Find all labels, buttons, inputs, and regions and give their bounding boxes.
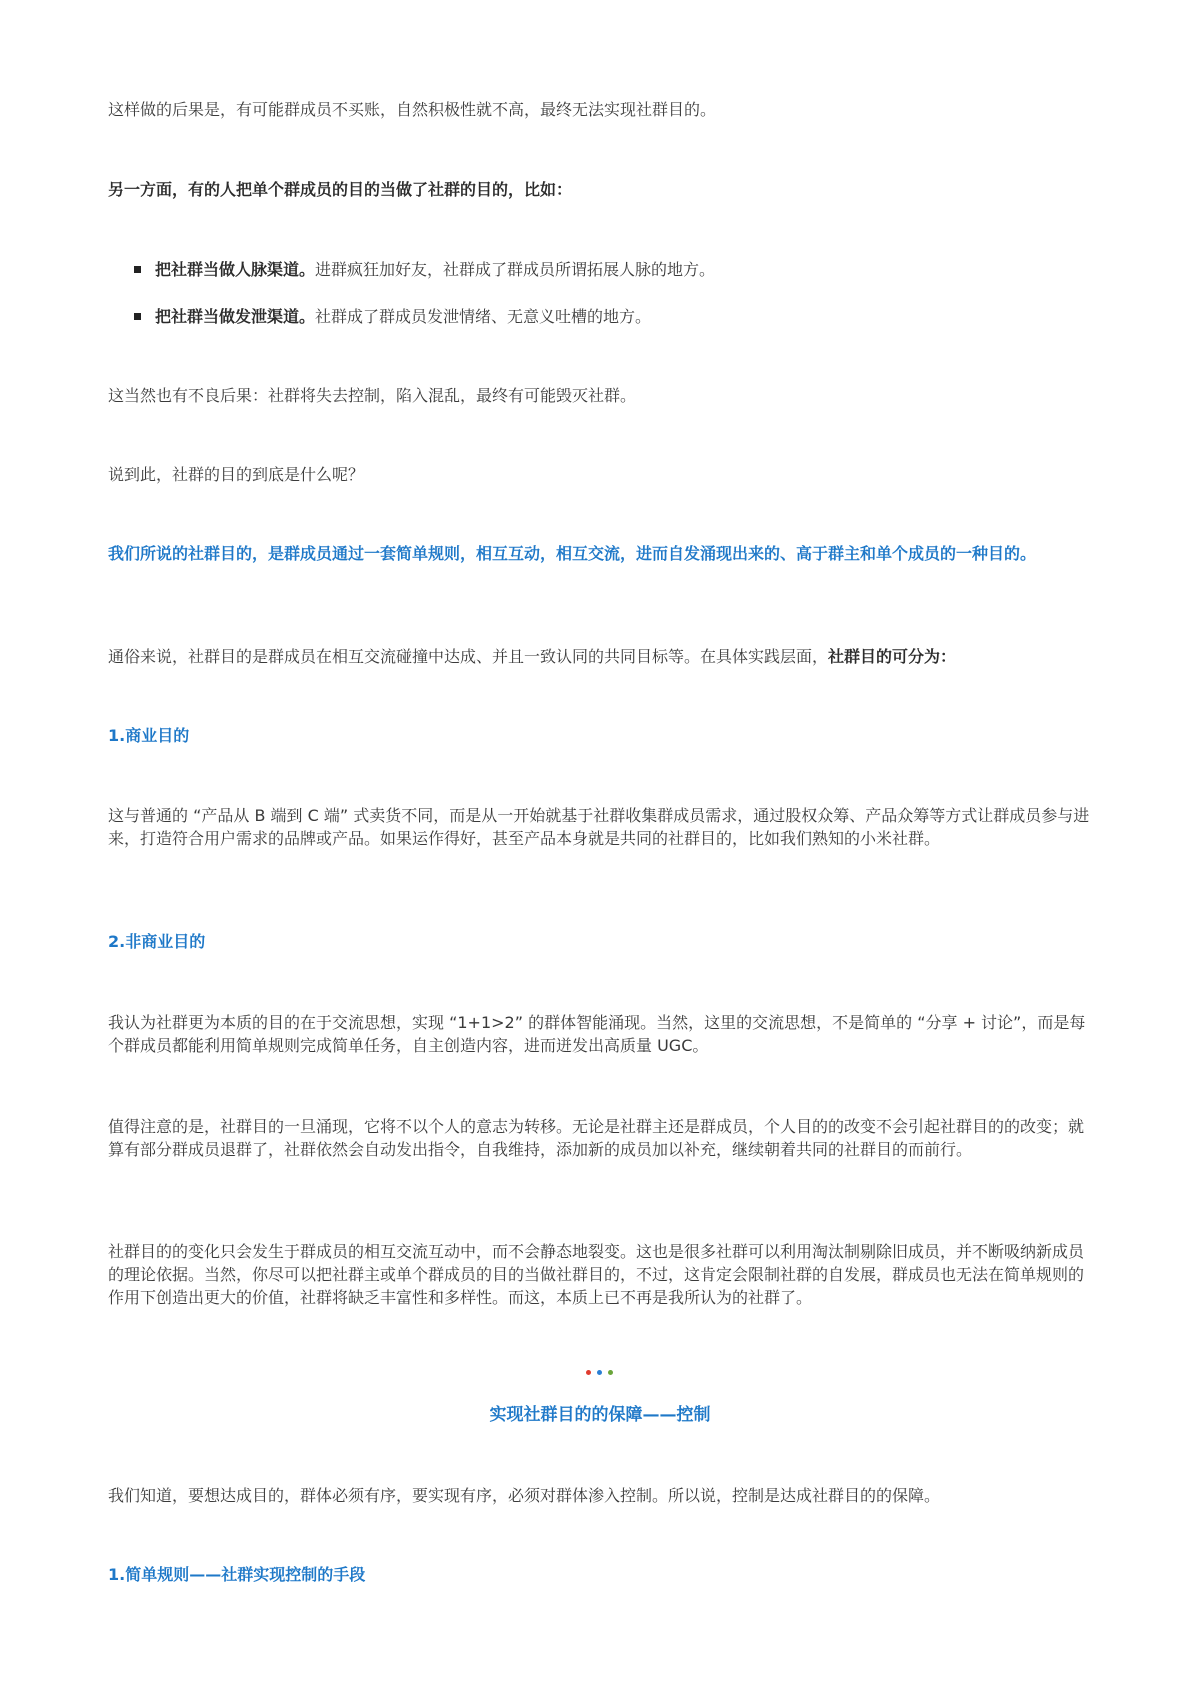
paragraph-consequence: 这样做的后果是，有可能群成员不买账，自然积极性就不高，最终无法实现社群目的。 xyxy=(108,100,717,119)
paragraph-definition: 我们所说的社群目的，是群成员通过一套简单规则，相互互动，相互交流，进而自发涌现出来的、高于群主和单个成员的一种目的。 xyxy=(108,544,1037,563)
list-item-bold: 把社群当做发泄渠道。 xyxy=(155,307,316,326)
heading-commercial: 1.商业目的 xyxy=(108,726,190,745)
list-item-bold: 把社群当做人脉渠道。 xyxy=(155,260,316,279)
paragraph-change: 社群目的的变化只会发生于群成员的相互交流互动中，而不会静态地裂变。这也是很多社群可以利用淘汰制剔除旧成员，并不断吸纳新成员的理论依据。当然，你尽可以把社群主或单个群成员的目的当做社群目的，不过，这肯定会限制社群的自发展，群成员也无法在简单规则的作用下创造出更大的价值，社群将缺乏丰富性和多样性。而这，本质上已不再是我所认为的社群了。 xyxy=(108,1242,1085,1307)
paragraph-emergence: 值得注意的是，社群目的一旦涌现，它将不以个人的意志为转移。无论是社群主还是群成员，个人目的的改变不会引起社群目的的改变；就算有部分群成员退群了，社群依然会自动发出指令，自我维持，添加新的成员加以补充，继续朝着共同的社群目的而前行。 xyxy=(108,1117,1085,1159)
paragraph-question: 说到此，社群的目的到底是什么呢？ xyxy=(108,465,365,484)
divider-dot xyxy=(608,1370,613,1375)
paragraph-control: 我们知道，要想达成目的，群体必须有序，要实现有序，必须对群体渗入控制。所以说，控制是达成社群目的的保障。 xyxy=(108,1486,941,1505)
paragraph-other-side: 另一方面，有的人把单个群成员的目的当做了社群的目的，比如： xyxy=(108,180,573,199)
section-title: 实现社群目的的保障——控制 xyxy=(489,1405,711,1425)
common-goal-text: 通俗来说，社群目的是群成员在相互交流碰撞中达成、并且一致认同的共同目标等。在具体实践层面， xyxy=(108,647,829,666)
divider-dot xyxy=(597,1370,602,1375)
paragraph-common-goal xyxy=(108,645,1098,668)
paragraph-bad-result: 这当然也有不良后果：社群将失去控制，陷入混乱，最终有可能毁灭社群。 xyxy=(108,386,637,405)
heading-simple-rules: 1.简单规则——社群实现控制的手段 xyxy=(108,1565,366,1584)
divider-dot xyxy=(586,1370,591,1375)
common-goal-bold: 社群目的可分为： xyxy=(828,647,957,666)
list-item xyxy=(134,305,1074,328)
list-item-text: 进群疯狂加好友，社群成了群成员所谓拓展人脉的地方。 xyxy=(315,260,716,279)
heading-non-commercial: 2.非商业目的 xyxy=(108,932,206,951)
list-item xyxy=(134,258,1074,281)
paragraph-commercial: 这与普通的 “产品从 B 端到 C 端” 式卖货不同，而是从一开始就基于社群收集群成员需求，通过股权众筹、产品众筹等方式让群成员参与进来，打造符合用户需求的品牌或产品。如果运作得好，甚至产品本身就是共同的社群目的，比如我们熟知的小米社群。 xyxy=(108,806,1090,848)
section-divider-dots xyxy=(586,1370,616,1378)
paragraph-non-commercial: 我认为社群更为本质的目的在于交流思想，实现 “1+1>2” 的群体智能涌现。当然，这里的交流思想，不是简单的 “分享 + 讨论”，而是每个群成员都能利用简单规则完成简单任务，自主创造内容，进而迸发出高质量 UGC。 xyxy=(108,1013,1086,1055)
list-item-text: 社群成了群成员发泄情绪、无意义吐槽的地方。 xyxy=(315,307,652,326)
